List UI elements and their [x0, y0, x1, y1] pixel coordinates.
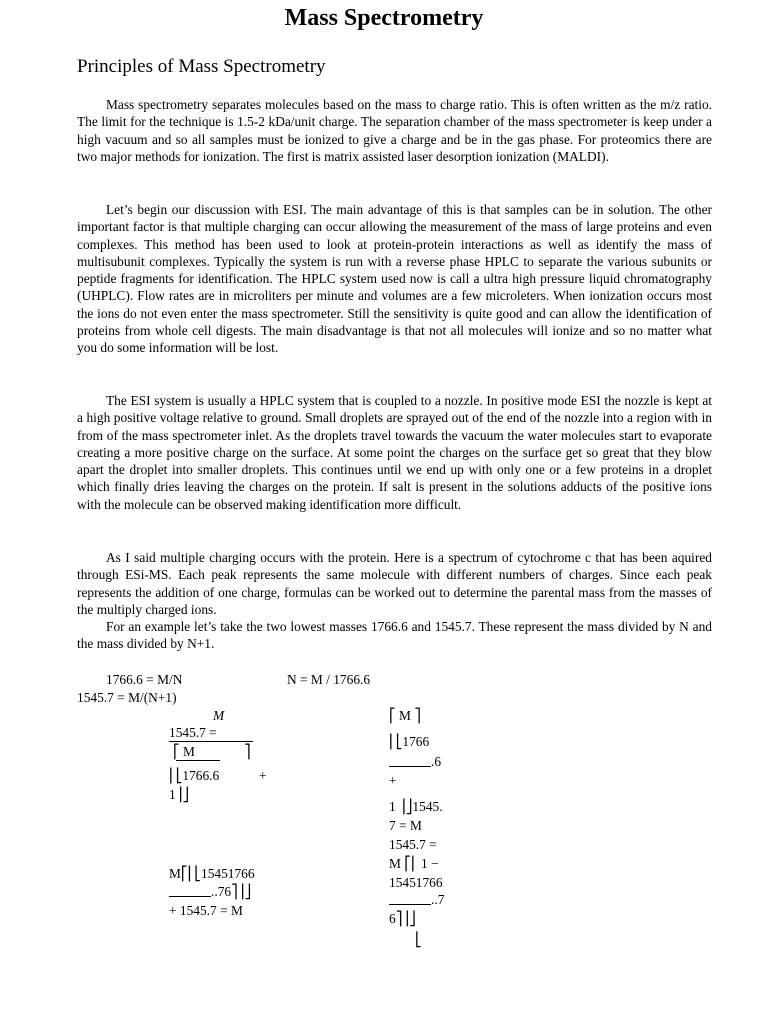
- right-eq-line-6: 7 = M: [389, 818, 422, 833]
- paragraph-example: For an example let’s take the two lowest masses 1766.6 and 1545.7. These represent the mass divided by N and the mass divided by N+1.: [77, 619, 712, 652]
- equation-2: N = M / 1766.6: [287, 672, 371, 687]
- right-eq-line-1: ⎡ M ⎤: [389, 708, 421, 723]
- document-title: Mass Spectrometry: [284, 5, 484, 31]
- left-eq-line-8: + 1545.7 = M: [169, 903, 243, 918]
- left-eq-line-7: ..76⎤⎥⎦: [211, 884, 252, 899]
- left-eq-line-6: M⎡⎢⎣15451766: [169, 866, 255, 881]
- right-eq-line-8: M ⎡⎢ 1 −: [389, 856, 439, 871]
- right-eq-line-4: +: [389, 773, 397, 788]
- right-eq-line-2: ⎢⎣1766: [389, 734, 430, 749]
- right-fraction-rule: [389, 766, 431, 767]
- left-eq-line-4: ⎢⎣1766.6: [169, 768, 220, 783]
- right-eq-line-5: 1 ⎥⎦1545.: [389, 799, 443, 814]
- right-eq-line-9: 15451766: [389, 875, 443, 890]
- paragraph-multiple-charging: As I said multiple charging occurs with the protein. Here is a spectrum of cytochrome c that has been aquired through ESi-MS. Each peak represents the same molecule with different numbers of charges. Since each peak represents the addition of one charge, formulas can be worked out to determine the parental mass from the masses of the multiply charged ions.: [77, 550, 712, 617]
- paragraph-intro: Mass spectrometry separates molecules based on the mass to charge ratio. This is often written as the m/z ratio. The limit for the technique is 1.5-2 kDa/unit charge. The separation chamber of the mass spectrometer is keep under a high vacuum and so all samples must be ionized to give a charge and be in the gas phase. For proteomics there are two major methods for ionization. The first is matrix assisted laser desorption ionization (MALDI).: [77, 97, 712, 164]
- left-eq-line-1: M: [213, 708, 225, 723]
- right-eq-line-7: 1545.7 =: [389, 837, 437, 852]
- left-fraction-rule: [176, 760, 220, 761]
- paragraph-esi: Let’s begin our discussion with ESI. The main advantage of this is that samples can be in solution. The other important factor is that multiple charging can occur allowing the measurement of the mass of large proteins and even complexes. This method has been used to look at protein-protein interactions as well as identify the mass of multisubunit complexes. Typically the system is run with a reverse phase HPLC to separate the various subunits or peptide fragments for identification. The HPLC system used now is call a ultra high pressure liquid chromatography (UHPLC). Flow rates are in microliters per minute and volumes are a few microleters. When ionization occurs most the ions do not even enter the mass spectrometer. Still the sensitivity is quite good and can allow the identification of proteins from whole cell digests. The main disadvantage is that not all molecules will ionize and so no matter what you do some information will be lost.: [77, 202, 712, 356]
- right-eq-line-10: ..7: [431, 892, 445, 907]
- left-eq-line-4-plus: +: [259, 768, 267, 783]
- right-eq-line-11: 6⎤⎥⎦: [389, 911, 416, 926]
- left-bracket-m: ⎡ M: [173, 744, 195, 759]
- left-eq-line-5: 1⎥⎦: [169, 787, 190, 802]
- left-eq-line-3: [173, 743, 195, 760]
- equation-3: 1545.7 = M/(N+1): [77, 690, 177, 705]
- left-fraction-rule-2: [169, 896, 211, 897]
- equation-1: 1766.6 = M/N: [106, 672, 183, 687]
- right-eq-line-12: ⎣: [415, 932, 422, 947]
- right-eq-line-3: .6: [431, 754, 442, 769]
- left-eq-line-3-close: ⎤: [244, 744, 251, 759]
- left-eq-line-2: 1545.7 =: [169, 724, 253, 742]
- paragraph-esi-system: The ESI system is usually a HPLC system that is coupled to a nozzle. In positive mode ESI the nozzle is kept at a high positive voltage relative to ground. Small droplets are sprayed out of the end of the nozzle into a region with in from of the mass spectrometer inlet. As the droplets travel towards the vacuum the water molecules start to evaporate creating a more positive charge on the surface. At some point the charges on the surface get so great that they blow apart the droplet into smaller droplets. This continues until we end up with only one or a few proteins in a droplet which finally dries leaving the charges on the protein. If salt is present in the solutions adducts of the positive ions with the molecule can be observed making identification more difficult.: [77, 393, 712, 512]
- right-fraction-rule-2: [389, 904, 431, 905]
- section-heading: Principles of Mass Spectrometry: [77, 56, 326, 77]
